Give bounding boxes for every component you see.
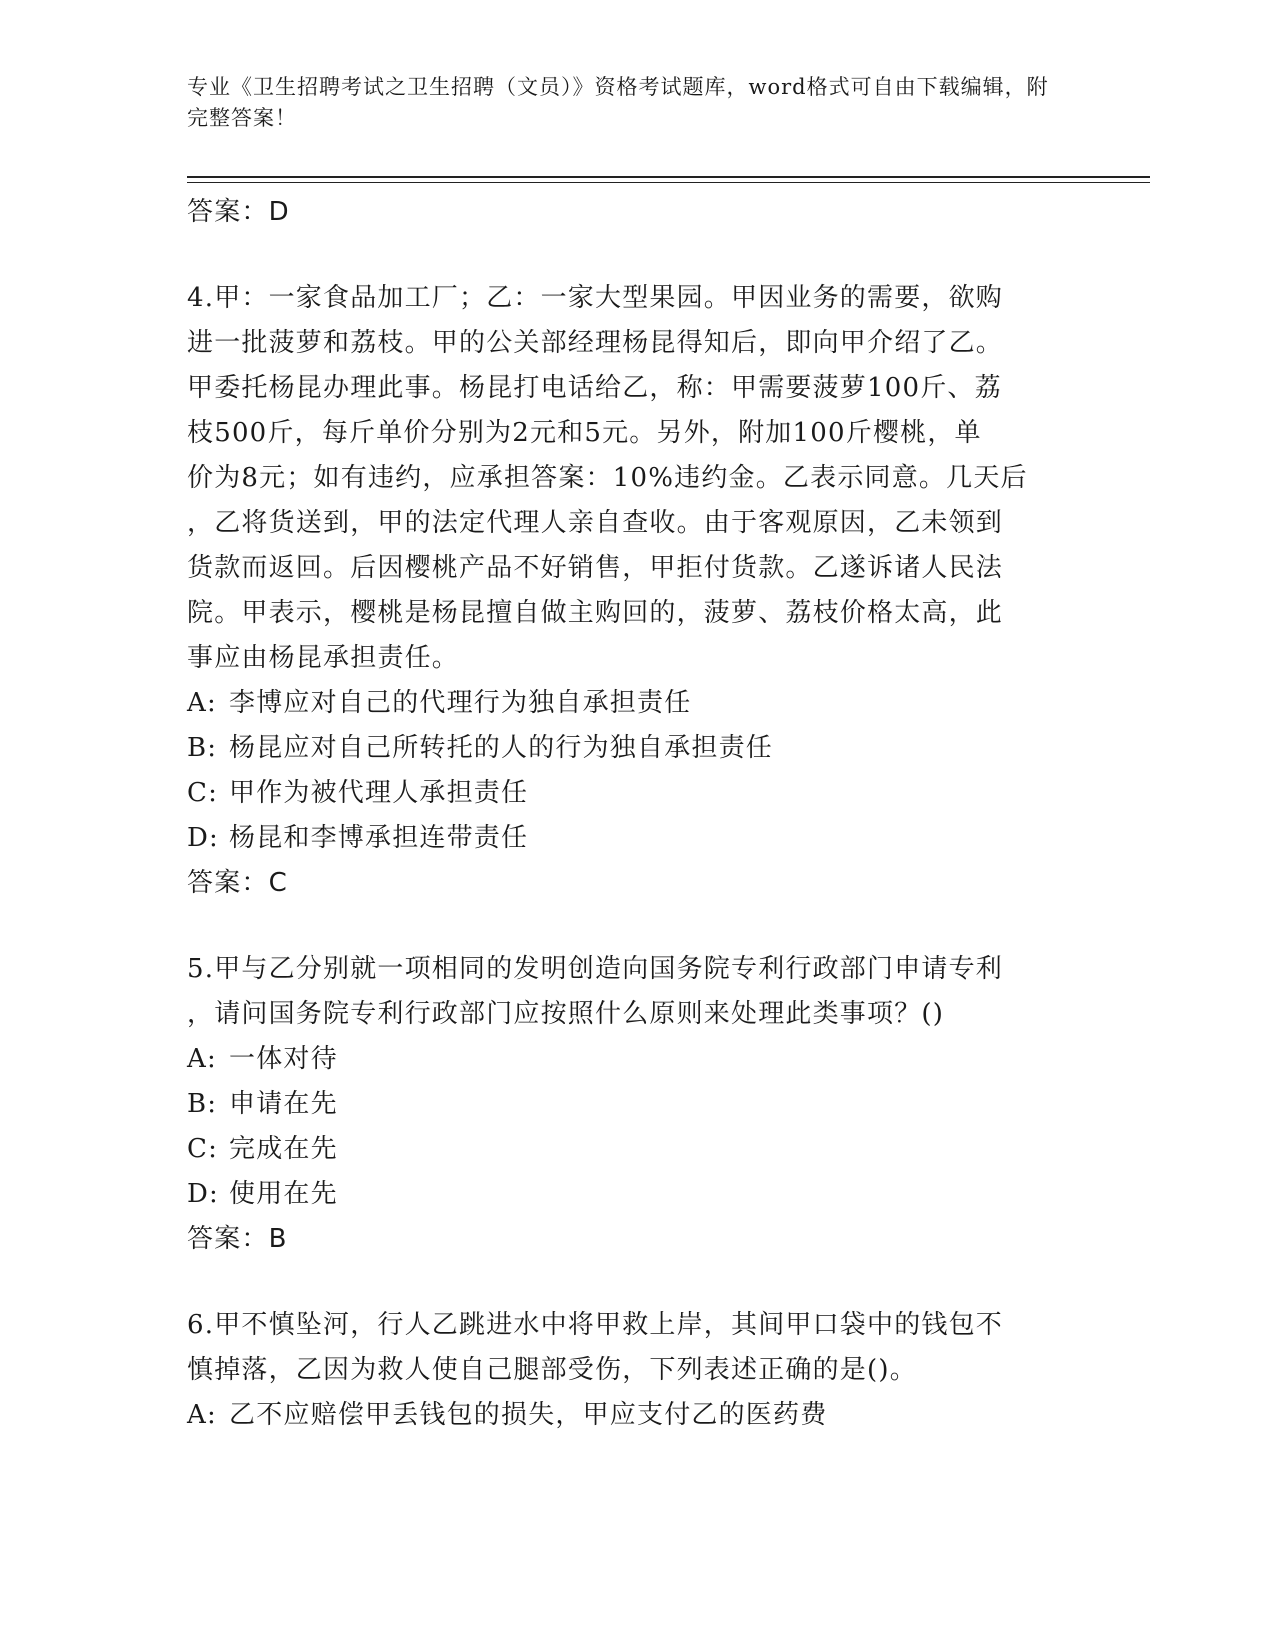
option-letter: A: — [187, 1400, 217, 1430]
question-stem-line: 货款而返回。后因樱桃产品不好销售，甲拒付货款。乙遂诉诸人民法 — [187, 553, 1004, 583]
question-stem-line: ，乙将货送到，甲的法定代理人亲自查收。由于客观原因，乙未领到 — [187, 508, 1004, 538]
question-5 — [187, 947, 1077, 1261]
question-stem-line: 慎掉落，乙因为救人使自己腿部受伤，下列表述正确的是()。 — [187, 1355, 917, 1385]
question-stem-line: 4.甲：一家食品加工厂；乙：一家大型果园。甲因业务的需要，欲购 — [187, 283, 1004, 313]
option-letter: A: — [187, 1044, 217, 1074]
option-letter: B: — [187, 1089, 218, 1119]
option-letter: B: — [187, 733, 218, 763]
answer-text: 答案：B — [187, 1224, 288, 1254]
option-a — [187, 1393, 1077, 1438]
question-stem-line: 6.甲不慎坠河，行人乙跳进水中将甲救上岸，其间甲口袋中的钱包不 — [187, 1310, 1004, 1340]
option-text: 使用在先 — [229, 1179, 338, 1209]
option-letter: D: — [187, 1179, 220, 1209]
question-stem-line: 院。甲表示，樱桃是杨昆擅自做主购回的，菠萝、荔枝价格太高，此 — [187, 598, 1004, 628]
answer-text: 答案：D — [187, 197, 290, 227]
question-4 — [187, 276, 1077, 905]
option-text: 乙不应赔偿甲丢钱包的损失，甲应支付乙的医药费 — [229, 1400, 828, 1430]
header-divider-thick — [187, 176, 1150, 178]
option-c — [187, 771, 1077, 816]
option-b — [187, 726, 1077, 771]
option-text: 李博应对自己的代理行为独自承担责任 — [229, 688, 692, 718]
question-stem-line: 5.甲与乙分别就一项相同的发明创造向国务院专利行政部门申请专利 — [187, 954, 1004, 984]
option-text: 甲作为被代理人承担责任 — [229, 778, 529, 808]
answer-text: 答案：C — [187, 868, 288, 898]
option-c — [187, 1127, 1077, 1172]
option-text: 杨昆应对自己所转托的人的行为独自承担责任 — [229, 733, 774, 763]
option-a — [187, 681, 1077, 726]
option-letter: A: — [187, 688, 217, 718]
option-text: 申请在先 — [229, 1089, 338, 1119]
option-letter: D: — [187, 823, 220, 853]
question-stem-line: 价为8元；如有违约，应承担答案：10%违约金。乙表示同意。几天后 — [187, 463, 1028, 493]
option-letter: C: — [187, 778, 219, 808]
option-text: 杨昆和李博承担连带责任 — [229, 823, 529, 853]
option-text: 一体对待 — [229, 1044, 338, 1074]
question-stem-line: 进一批菠萝和荔枝。甲的公关部经理杨昆得知后，即向甲介绍了乙。 — [187, 328, 1004, 358]
question-stem-line: ，请问国务院专利行政部门应按照什么原则来处理此类事项？() — [187, 999, 945, 1029]
option-text: 完成在先 — [229, 1134, 338, 1164]
header-text: 专业《卫生招聘考试之卫生招聘（文员）》资格考试题库，word格式可自由下载编辑，附完整答案！ — [187, 75, 1049, 130]
option-d — [187, 1172, 1077, 1217]
option-a — [187, 1037, 1077, 1082]
header-divider-thin — [187, 182, 1150, 183]
question-6 — [187, 1303, 1077, 1438]
option-d — [187, 816, 1077, 861]
document-body — [187, 190, 1077, 1438]
document-header — [187, 72, 1067, 134]
question-stem-line: 枝500斤，每斤单价分别为2元和5元。另外，附加100斤樱桃，单 — [187, 418, 982, 448]
option-letter: C: — [187, 1134, 219, 1164]
question-stem-line: 甲委托杨昆办理此事。杨昆打电话给乙，称：甲需要菠萝100斤、荔 — [187, 373, 1002, 403]
question-stem-line: 事应由杨昆承担责任。 — [187, 643, 460, 673]
option-b — [187, 1082, 1077, 1127]
